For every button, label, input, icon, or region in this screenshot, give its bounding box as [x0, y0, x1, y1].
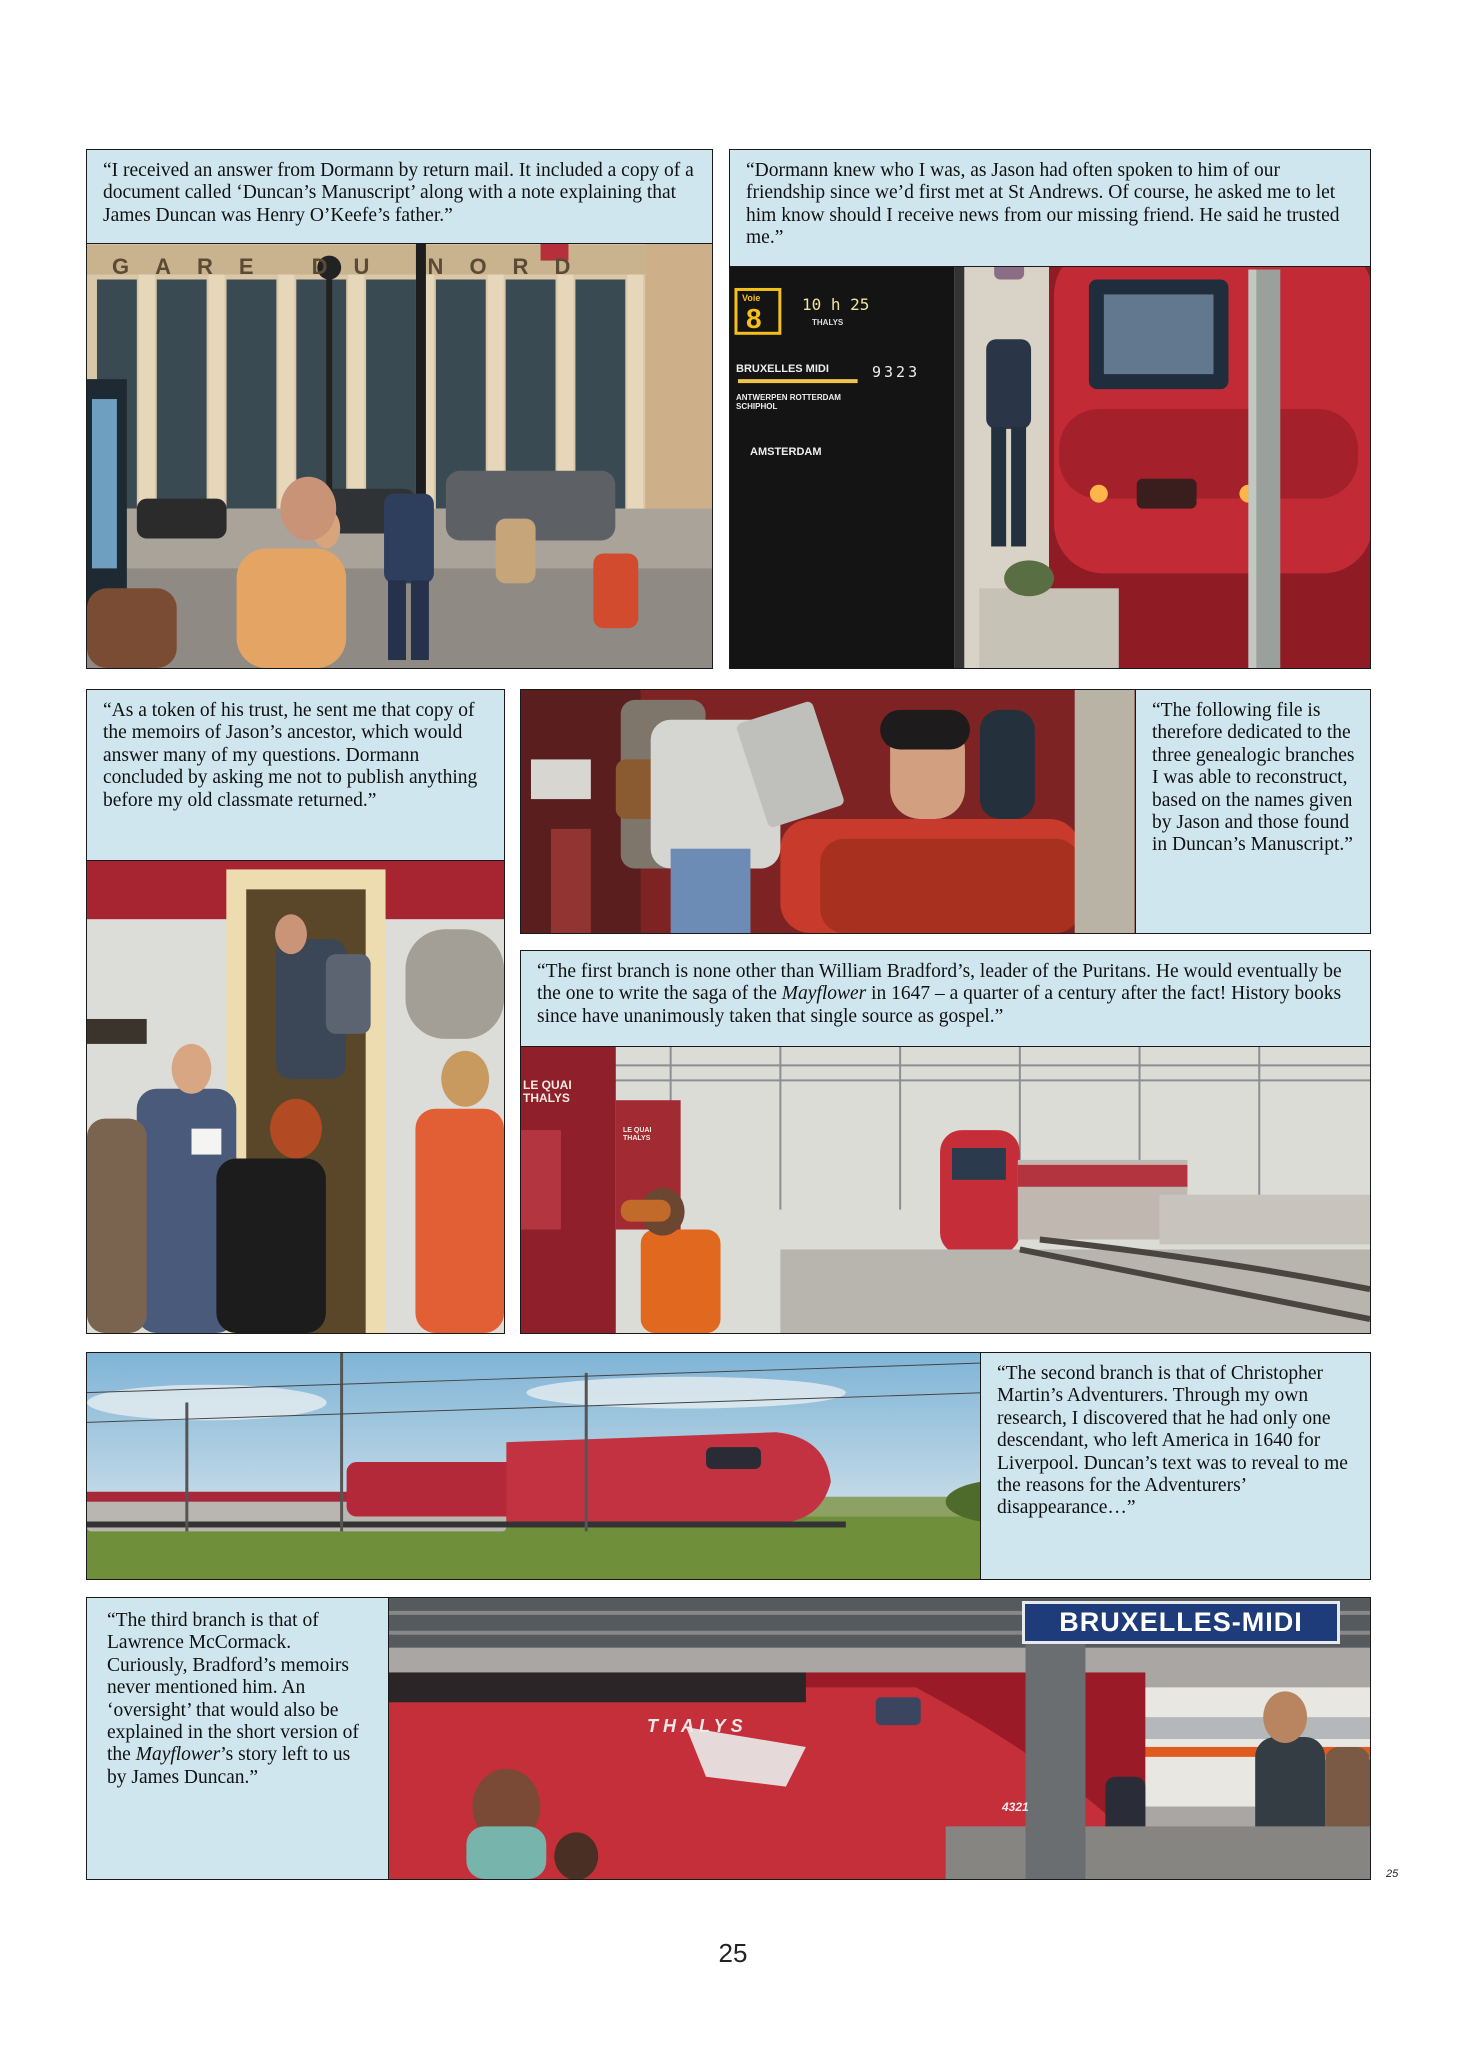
board-destination-2: ANTWERPEN ROTTERDAM SCHIPHOL [736, 393, 841, 411]
train-brand-logo: THALYS [647, 1716, 748, 1736]
caption-italic-title: Mayflower [135, 1744, 221, 1766]
caption-box: “I received an answer from Dormann by return mail. It included a copy of a document called ‘Duncan’s Manuscript’ along with a note explaining that James Duncan was Henry O’Keefe’s father.” [86, 149, 713, 244]
caption-italic-title: Mayflower [781, 983, 867, 1005]
panel-boarding [86, 689, 505, 1334]
caption-text-2: in 1647 – a quarter of a century after the fact! History books since have unanimously taken that single source as gospel.” [537, 983, 1342, 1027]
quay-sign-small: LE QUAI THALYS [623, 1127, 652, 1142]
caption-text-1: “The third branch is that of Lawrence McCormack. Curiously, Bradford’s memoirs never mentioned him. An ‘oversight’ that would also be explained in the short version of the [107, 1610, 359, 1766]
panel-seated-passenger [520, 689, 1371, 934]
panel-departure-board [729, 149, 1371, 669]
page-number: 25 [718, 1938, 748, 1968]
panel-bruxelles-midi [86, 1597, 1371, 1880]
panel-thalys-quay [520, 950, 1371, 1334]
caption-text-2: ’s story left to us by James Duncan.” [107, 1744, 351, 1788]
board-train-number: 9323 [872, 363, 921, 381]
board-destination-3: AMSTERDAM [750, 446, 822, 458]
station-sign-bruxelles [1022, 1601, 1340, 1644]
caption-box: “Dormann knew who I was, as Jason had often spoken to him of our friendship since we’d first met at St Andrews. Of course, he asked me to let him know should I receive news from our missing friend. He said he trusted me.” [729, 149, 1371, 267]
board-operator: THALYS [812, 318, 844, 327]
caption-box: “The following file is therefore dedicated to the three genealogic branches I was able to reconstruct, based on the names given by Jason and those found in Duncan’s Manuscript.” [1135, 689, 1371, 934]
train-number-label: 4321 [1002, 1800, 1029, 1814]
caption-box: “As a token of his trust, he sent me that copy of the memoirs of Jason’s ancestor, which would answer many of my questions. Dormann concluded by asking me not to publish anything before my old classmate returned.” [86, 689, 505, 861]
caption-text-1: “The first branch is none other than William Bradford’s, leader of the Puritans. He would eventually be the one to write the saga of the [537, 961, 1342, 1005]
station-sign: GARE DU NORD [112, 254, 597, 279]
board-departure-time: 10 h 25 [802, 295, 870, 314]
caption-box: “The second branch is that of Christopher Martin’s Adventurers. Through my own research, I discovered that he had only one descendant, who left America in 1640 for Liverpool. Duncan’s text was to reveal to me the reasons for the Adventurers’ disappearance…” [980, 1352, 1371, 1580]
panel-train-landscape [86, 1352, 1371, 1580]
station-sign-text: BRUXELLES-MIDI [1059, 1607, 1303, 1637]
board-destination-1: BRUXELLES MIDI [736, 363, 829, 375]
board-track-number: 8 [746, 303, 762, 334]
artist-page-mark: 25 [1386, 1868, 1399, 1880]
caption-box [520, 950, 1371, 1047]
panel-gare-du-nord [86, 149, 713, 669]
quay-sign-large: LE QUAI THALYS [523, 1078, 572, 1105]
board-voie-label: Voie [742, 293, 761, 303]
caption-box [86, 1597, 389, 1880]
